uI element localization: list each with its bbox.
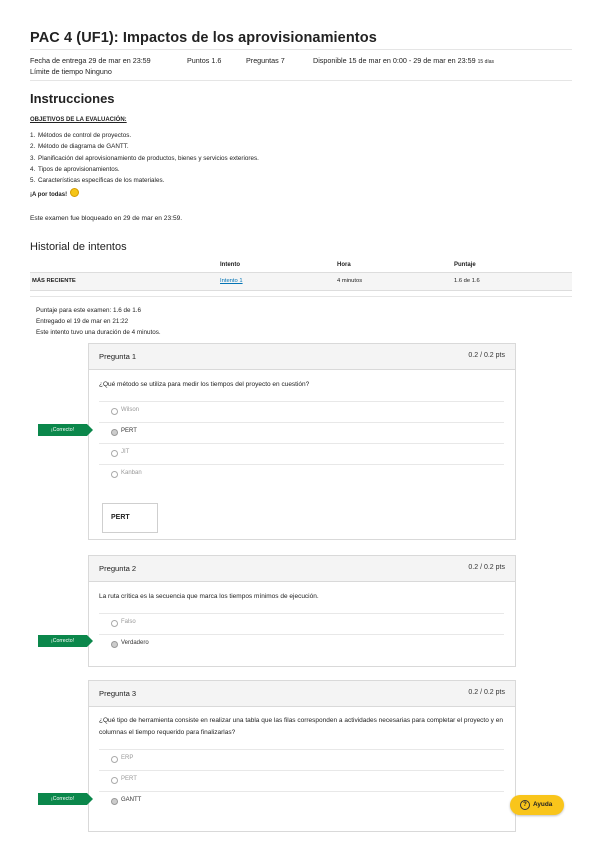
radio-selected-icon <box>111 641 118 648</box>
question-header <box>89 344 515 370</box>
attempt-link[interactable]: Intento 1 <box>220 278 243 284</box>
radio-icon <box>111 408 118 415</box>
question-text: La ruta crítica es la secuencia que marca los tiempos mínimos de ejecución. <box>99 593 319 600</box>
radio-icon <box>111 777 118 784</box>
question-1 <box>88 343 516 540</box>
question-header <box>89 681 515 707</box>
divider <box>30 80 572 81</box>
duration-summary: Este intento tuvo una duración de 4 minutos. <box>36 329 161 336</box>
list-item: 3. Planificación del aprovisionamiento de productos, bienes y servicios exteriores. <box>30 154 259 162</box>
available-label: Disponible <box>313 56 347 65</box>
question-number: Pregunta 3 <box>99 689 137 698</box>
availability <box>313 56 494 65</box>
submitted-summary: Entregado el 19 de mar en 21:22 <box>36 318 129 325</box>
question-number: Pregunta 1 <box>99 352 137 361</box>
available-extra: 15 días <box>477 59 495 65</box>
radio-icon <box>111 471 118 478</box>
objectives-list <box>30 130 259 186</box>
column-header-time: Hora <box>337 262 351 268</box>
score-summary: Puntaje para este examen: 1.6 de 1.6 <box>36 307 142 314</box>
divider <box>30 49 572 50</box>
answer-option[interactable]: JIT <box>99 443 504 464</box>
question-points: 0.2 / 0.2 pts <box>468 689 505 696</box>
row-label: MÁS RECIENTE <box>32 278 76 284</box>
divider <box>30 296 572 297</box>
help-label: Ayuda <box>533 801 553 808</box>
history-heading: Historial de intentos <box>30 241 127 253</box>
due-value: 29 de mar en 23:59 <box>88 56 151 65</box>
due-label: Fecha de entrega <box>30 56 87 65</box>
answer-option-selected[interactable]: GANTT <box>99 791 504 812</box>
question-text: ¿Qué tipo de herramienta consiste en realizar una tabla que las filas corresponden a actividades necesarias para completar el proyecto y en columnas el tiempo requerido para finalizarlas? <box>99 717 503 736</box>
question-points: 0.2 / 0.2 pts <box>468 352 505 359</box>
column-header-attempt: Intento <box>220 262 240 268</box>
list-item: 4. Tipos de aprovisionamientos. <box>30 165 120 173</box>
radio-icon <box>111 756 118 763</box>
time-limit <box>30 67 112 76</box>
questions-count <box>246 56 285 65</box>
answer-option[interactable]: PERT <box>99 770 504 791</box>
question-text: ¿Qué método se utiliza para medir los tiempos del proyecto en cuestión? <box>99 381 310 388</box>
time-limit-label: Límite de tiempo <box>30 67 84 76</box>
points-label: Puntos <box>187 56 210 65</box>
available-value: 15 de mar en 0:00 - 29 de mar en 23:59 <box>348 56 476 65</box>
smile-emoji-icon <box>70 188 79 197</box>
answer-option[interactable]: Falso <box>99 613 504 634</box>
cheer-text: ¡A por todas! <box>30 188 79 198</box>
answer-option-selected[interactable]: Verdadero <box>99 634 504 655</box>
correct-flag: ¡Correcto! <box>38 635 87 647</box>
question-circle-icon: ? <box>520 800 530 810</box>
question-number: Pregunta 2 <box>99 564 137 573</box>
questions-label: Preguntas <box>246 56 279 65</box>
answer-option[interactable]: Wilson <box>99 401 504 422</box>
correct-flag: ¡Correcto! <box>38 793 87 805</box>
questions-value: 7 <box>280 56 285 65</box>
locked-notice: Este examen fue bloqueado en 29 de mar en 23:59. <box>30 215 183 222</box>
question-header <box>89 556 515 582</box>
column-header-score: Puntaje <box>454 262 476 268</box>
points-value: 1.6 <box>211 56 222 65</box>
due-date <box>30 56 151 65</box>
attempt-time: 4 minutos <box>337 278 363 284</box>
attempt-score: 1.6 de 1.6 <box>454 278 480 284</box>
question-2 <box>88 555 516 667</box>
answer-option[interactable]: Kanban <box>99 464 504 485</box>
list-item: 5. Características específicas de los materiales. <box>30 177 165 185</box>
points <box>187 56 221 65</box>
answer-option[interactable]: ERP <box>99 749 504 770</box>
instructions-heading: Instrucciones <box>30 91 115 106</box>
radio-icon <box>111 450 118 457</box>
answer-box: PERT <box>102 503 158 533</box>
time-limit-value: Ninguno <box>85 67 112 76</box>
answer-option-selected[interactable]: PERT <box>99 422 504 443</box>
radio-selected-icon <box>111 798 118 805</box>
list-item: 2. Método de diagrama de GANTT. <box>30 143 129 151</box>
table-row <box>30 272 572 291</box>
list-item: 1. Métodos de control de proyectos. <box>30 132 132 139</box>
help-button[interactable] <box>510 795 564 815</box>
radio-selected-icon <box>111 429 118 436</box>
question-points: 0.2 / 0.2 pts <box>468 564 505 571</box>
page-title: PAC 4 (UF1): Impactos de los aprovisionamientos <box>30 30 377 46</box>
radio-icon <box>111 620 118 627</box>
question-3 <box>88 680 516 832</box>
correct-flag: ¡Correcto! <box>38 424 87 436</box>
objectives-title: OBJETIVOS DE LA EVALUACIÓN: <box>30 117 127 123</box>
